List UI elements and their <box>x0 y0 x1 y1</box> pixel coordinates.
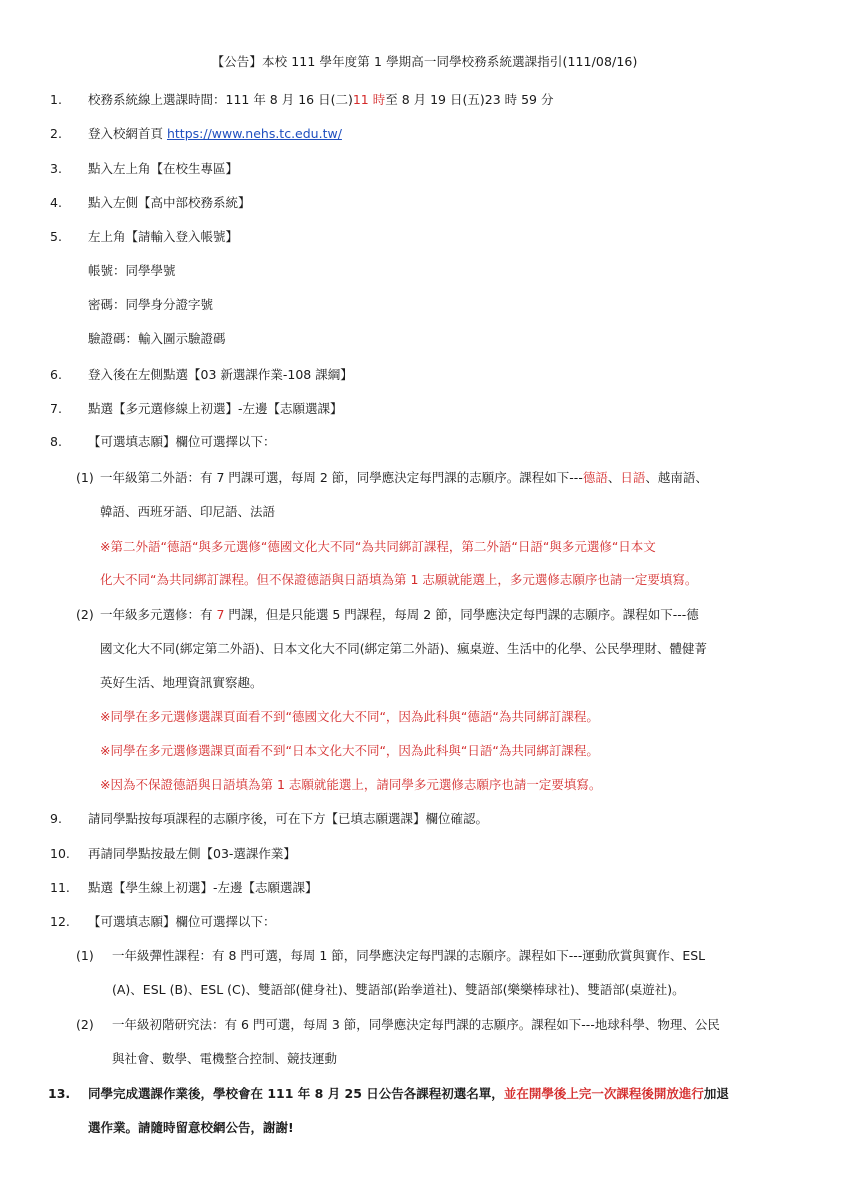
sub-item-text-line: 與社會、數學、電機整合控制、競技運動 <box>112 1051 338 1066</box>
item-text-end: 加退 <box>703 1086 729 1101</box>
item-number: 11. <box>50 880 70 895</box>
note-line: ※同學在多元選修選課頁面看不到“日本文化大不同“，因為此科與“日語“為共同綁訂課程。 <box>100 743 599 758</box>
item-number: 8. <box>50 434 62 449</box>
sub-item-text: 一年級多元選修：有 <box>100 607 217 622</box>
item-text: 左上角【請輸入登入帳號】 <box>88 229 239 244</box>
item-text: 【可選填志願】欄位可選擇以下： <box>88 914 276 929</box>
sub-item-text-end: 門課，但是只能選 5 門課程，每周 2 節，同學應決定每門課的志願序。課程如下---德 <box>224 607 699 622</box>
item-number: 7. <box>50 401 62 416</box>
item-number: 5. <box>50 229 62 244</box>
sub-item-text-line: 韓語、西班牙語、印尼語、法語 <box>100 504 276 519</box>
separator: 、 <box>607 470 621 485</box>
page-title: 【公告】本校 111 學年度第 1 學期高一同學校務系統選課指引(111/08/16) <box>211 54 638 69</box>
item-text: 點入左側【高中部校務系統】 <box>88 195 251 210</box>
japanese-highlight: 日語 <box>620 470 646 485</box>
sub-item-text-line: (A)、ESL (B)、ESL (C)、雙語部(健身社)、雙語部(跆拳道社)、雙語部(樂樂棒球社)、雙語部(桌遊社)。 <box>112 982 685 997</box>
item-text: 點選【多元選修線上初選】-左邊【志願選課】 <box>88 401 343 416</box>
sub-item-text: 一年級第二外語：有 7 門課可選，每周 2 節，同學應決定每門課的志願序。課程如下--- <box>100 470 583 485</box>
sub-item-text-line: 英好生活、地理資訊實察趣。 <box>100 675 263 690</box>
item-number: 4. <box>50 195 62 210</box>
login-captcha-note: 驗證碼：輸入圖示驗證碼 <box>88 331 226 346</box>
item-number: 13. <box>48 1086 71 1101</box>
item-number: 12. <box>50 914 70 929</box>
item-number: 3. <box>50 161 62 176</box>
item-number: 2. <box>50 126 62 141</box>
login-password-note: 密碼：同學身分證字號 <box>88 297 214 312</box>
item-text: 同學完成選課作業後，學校會在 111 年 8 月 25 日公告各課程初選名單， <box>88 1086 504 1101</box>
login-account-note: 帳號：同學學號 <box>88 263 176 278</box>
sub-item-number: (1) <box>76 470 94 485</box>
german-highlight: 德語 <box>582 470 608 485</box>
note-line: ※第二外語“德語“與多元選修“德國文化大不同“為共同綁訂課程，第二外語“日語“與多元選修“日本文 <box>100 539 656 554</box>
item-text: 點入左上角【在校生專區】 <box>88 161 239 176</box>
sub-item-text-line: 國文化大不同(綁定第二外語)、日本文化大不同(綁定第二外語)、瘋桌遊、生活中的化學、公民學理財、體健菁 <box>100 641 708 656</box>
note-line: ※因為不保證德語與日語填為第 1 志願就能選上，請同學多元選修志願序也請一定要填寫。 <box>100 777 602 792</box>
sub-item-text: 一年級初階研究法：有 6 門可選，每周 3 節，同學應決定每門課的志願序。課程如下---地球科學、物理、公民 <box>112 1017 720 1032</box>
sub-item-text: 一年級彈性課程：有 8 門可選，每周 1 節，同學應決定每門課的志願序。課程如下---運動欣賞與實作、ESL <box>112 948 706 963</box>
item-number: 6. <box>50 367 62 382</box>
sub-item-number: (2) <box>76 1017 94 1032</box>
course-count-highlight: 7 <box>216 607 225 622</box>
item-text: 點選【學生線上初選】-左邊【志願選課】 <box>88 880 318 895</box>
final-note-line: 選作業。請隨時留意校網公告，謝謝! <box>88 1120 294 1135</box>
item-text: 請同學點按每項課程的志願序後，可在下方【已填志願選課】欄位確認。 <box>88 811 489 826</box>
item-number: 10. <box>50 846 70 861</box>
item-text: 校務系統線上選課時間：111 年 8 月 16 日(二) <box>88 92 353 107</box>
item-text: 【可選填志願】欄位可選擇以下： <box>88 434 276 449</box>
item-text: 登入校網首頁 <box>88 126 167 141</box>
sub-item-number: (2) <box>76 607 94 622</box>
school-website-link[interactable]: https://www.nehs.tc.edu.tw/ <box>166 126 342 141</box>
item-text: 再請同學點按最左側【03-選課作業】 <box>88 846 296 861</box>
item-text-end: 至 8 月 19 日(五)23 時 59 分 <box>385 92 554 107</box>
sub-item-text-end: 、越南語、 <box>645 470 708 485</box>
note-line: 化大不同“為共同綁訂課程。但不保證德語與日語填為第 1 志願就能選上，多元選修志願序也請一定要填寫。 <box>100 572 698 587</box>
highlight-time: 11 時 <box>352 92 386 107</box>
item-number: 1. <box>50 92 62 107</box>
item-text: 登入後在左側點選【03 新選課作業-108 課綱】 <box>88 367 353 382</box>
note-line: ※同學在多元選修選課頁面看不到“德國文化大不同“，因為此科與“德語“為共同綁訂課程。 <box>100 709 599 724</box>
item-number: 9. <box>50 811 62 826</box>
important-highlight: 並在開學後上完一次課程後開放進行 <box>503 1086 704 1101</box>
sub-item-number: (1) <box>76 948 94 963</box>
